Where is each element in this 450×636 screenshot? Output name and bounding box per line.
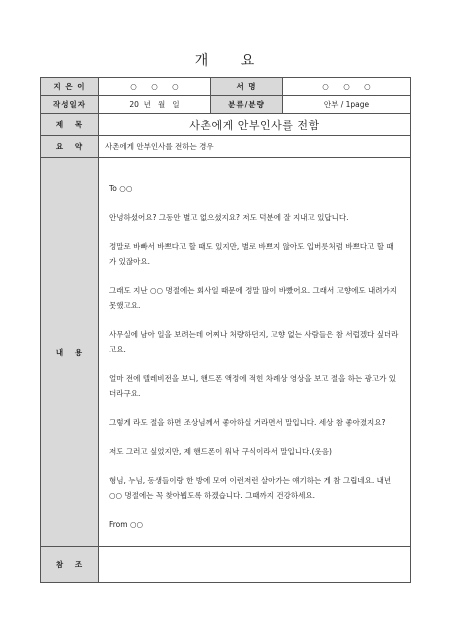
author-row xyxy=(41,78,411,96)
date-value: 20 년 월 일 xyxy=(99,96,211,114)
content-label: 내 용 xyxy=(41,158,99,547)
reference-row xyxy=(41,547,411,583)
subject-value: 사촌에게 안부인사를 전함 xyxy=(99,114,411,136)
document-title: 개 요 xyxy=(194,53,256,69)
letter-paragraph: 정말로 바빠서 바쁘다고 할 때도 있지만, 별로 바쁘지 않아도 입버릇처럼 바쁘다고 할 때가 있잖아요. xyxy=(109,242,394,266)
content-body xyxy=(99,158,411,547)
summary-value: 사촌에게 안부인사를 전하는 경우 xyxy=(99,136,411,158)
category-value: 안부 / 1page xyxy=(283,96,411,114)
subject-label: 제 목 xyxy=(41,114,99,136)
letter-paragraph: 얼마 전에 텔레비전을 보니, 핸드폰 액정에 적힌 차례상 영상을 보고 절을 하는 광고가 있더라구요. xyxy=(109,374,396,398)
signature-label: 서 명 xyxy=(211,78,283,96)
letter-paragraph: 그렇게 라도 절을 하면 조상님께서 좋아하실 거라면서 말입니다. 세상 참 좋아졌지요? xyxy=(109,418,386,427)
subject-row xyxy=(41,114,411,136)
letter-paragraph: 안녕하셨어요? 그동안 별고 없으셨지요? 저도 덕분에 잘 지내고 있답니다. xyxy=(109,213,349,222)
reference-label: 참 조 xyxy=(41,547,99,583)
date-row xyxy=(41,96,411,114)
content-row xyxy=(41,158,411,547)
signature-value: ○ ○ ○ xyxy=(283,78,411,96)
letter-greeting: To ○○ xyxy=(109,184,133,193)
author-value: ○ ○ ○ xyxy=(99,78,211,96)
reference-value xyxy=(99,547,411,583)
summary-row xyxy=(41,136,411,158)
summary-label: 요 약 xyxy=(41,136,99,158)
category-label: 분류/분량 xyxy=(211,96,283,114)
letter-paragraph: 형님, 누님, 동생들이랑 한 방에 모여 이런저런 살아가는 얘기하는 게 참 그립네요. 내년 ○○ 명절에는 꼭 찾아뵙도록 하겠습니다. 그때까지 건강하세요. xyxy=(109,476,392,500)
letter-paragraph: 사무실에 남아 일을 보려는데 어찌나 처량하던지, 고향 없는 사람들은 참 서럽겠다 싶더라고요. xyxy=(109,330,399,354)
summary-form-table xyxy=(40,77,411,583)
date-label: 작성일자 xyxy=(41,96,99,114)
letter-signoff: From ○○ xyxy=(109,520,144,529)
letter-paragraph: 저도 그러고 싶었지만, 제 핸드폰이 워낙 구식이라서 말입니다.(웃음) xyxy=(109,447,332,456)
letter-paragraph: 그래도 지난 ○○ 명절에는 회사일 때문에 정말 많이 바빴어요. 그래서 고향에도 내려가지 못했고요. xyxy=(109,286,398,310)
author-label: 지 은 이 xyxy=(41,78,99,96)
